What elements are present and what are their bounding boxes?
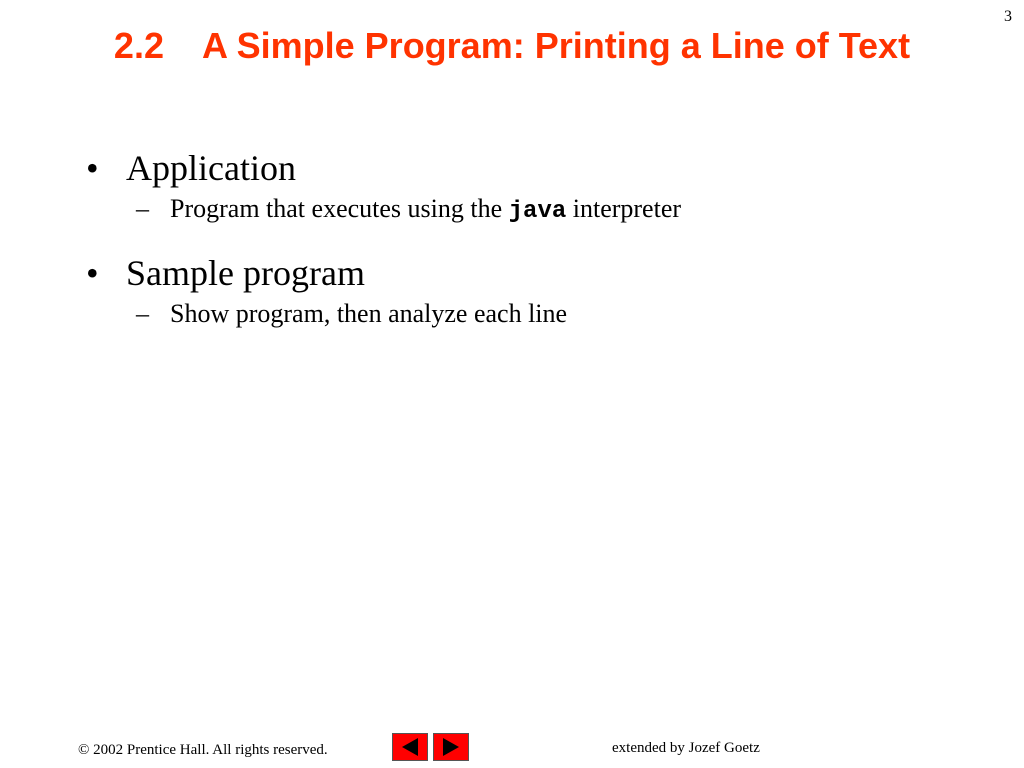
sub-bullet-text-after: interpreter (566, 194, 682, 223)
bullet-text: Application (126, 148, 296, 188)
next-slide-button[interactable] (433, 733, 469, 761)
slide-title (60, 24, 964, 68)
sub-bullet-text (170, 192, 681, 229)
bullet-sample-program (86, 251, 966, 295)
bullet-marker: • (86, 148, 99, 188)
sub-bullet-show-program (136, 297, 966, 331)
copyright-notice: © 2002 Prentice Hall. All rights reserved. (78, 742, 328, 758)
sub-bullet-marker: – (136, 194, 149, 223)
sub-bullet-text-before: Program that executes using the (170, 194, 509, 223)
sub-bullet-text: Show program, then analyze each line (170, 299, 568, 328)
bullet-list (86, 146, 966, 331)
title-text: A Simple Program: Printing a Line of Text (201, 25, 911, 66)
previous-slide-button[interactable] (392, 733, 428, 761)
page-number: 3 (1004, 8, 1012, 25)
sub-bullet-marker: – (136, 299, 149, 328)
bullet-application (86, 146, 966, 190)
code-java: java (508, 198, 567, 225)
bullet-marker: • (86, 253, 99, 293)
extended-by-note: extended by Jozef Goetz (612, 740, 760, 756)
sub-bullet-java-interpreter (136, 192, 966, 229)
bullet-text: Sample program (126, 253, 365, 293)
section-number: 2.2 (113, 25, 164, 66)
triangle-right-icon (434, 734, 468, 760)
triangle-left-icon (393, 734, 427, 760)
